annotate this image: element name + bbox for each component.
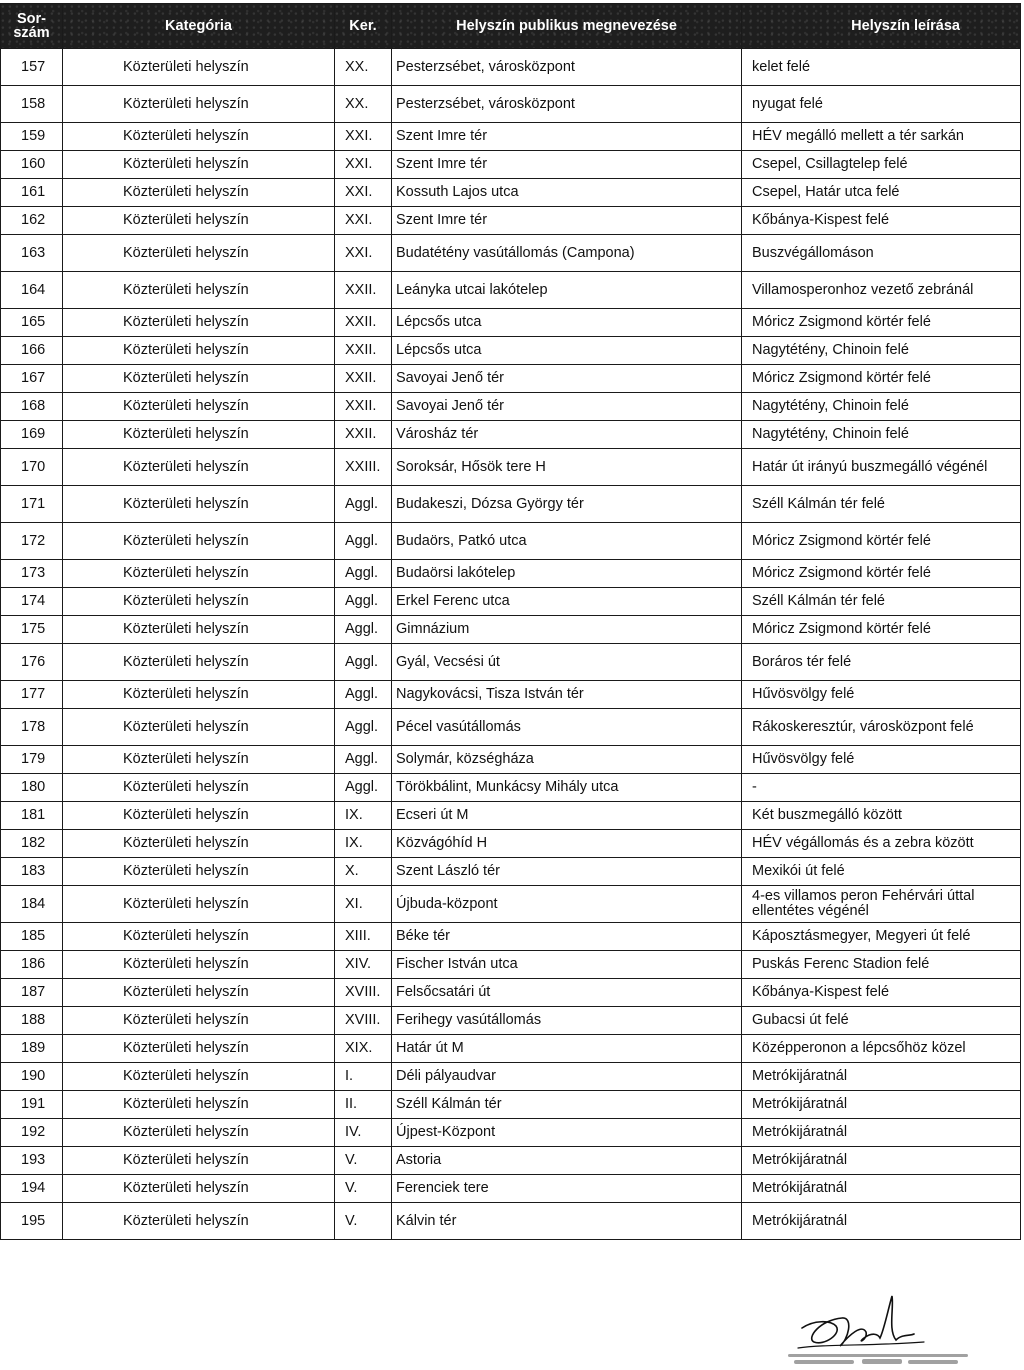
cell-public-name: Újpest-Központ bbox=[392, 1119, 742, 1147]
cell-description: Nagytétény, Chinoin felé bbox=[742, 393, 1021, 421]
cell-public-name: Pesterzsébet, városközpont bbox=[392, 49, 742, 86]
cell-number: 158 bbox=[1, 86, 63, 123]
header-description: Helyszín leírása bbox=[742, 4, 1021, 49]
cell-district: XI. bbox=[335, 886, 392, 923]
cell-category: Közterületi helyszín bbox=[63, 1119, 335, 1147]
table-row bbox=[1, 560, 1021, 588]
cell-public-name: Szent Imre tér bbox=[392, 151, 742, 179]
cell-number: 184 bbox=[1, 886, 63, 923]
cell-category: Közterületi helyszín bbox=[63, 1175, 335, 1203]
cell-number: 168 bbox=[1, 393, 63, 421]
cell-public-name: Ferihegy vasútállomás bbox=[392, 1007, 742, 1035]
table-row bbox=[1, 681, 1021, 709]
cell-number: 177 bbox=[1, 681, 63, 709]
header-number-line2: szám bbox=[13, 25, 50, 41]
cell-number: 162 bbox=[1, 207, 63, 235]
cell-district: XXI. bbox=[335, 151, 392, 179]
cell-description: Széll Kálmán tér felé bbox=[742, 486, 1021, 523]
table-row bbox=[1, 449, 1021, 486]
cell-category: Közterületi helyszín bbox=[63, 923, 335, 951]
cell-district: X. bbox=[335, 858, 392, 886]
cell-description: HÉV megálló mellett a tér sarkán bbox=[742, 123, 1021, 151]
cell-district: II. bbox=[335, 1091, 392, 1119]
cell-category: Közterületi helyszín bbox=[63, 616, 335, 644]
cell-number: 170 bbox=[1, 449, 63, 486]
cell-number: 163 bbox=[1, 235, 63, 272]
cell-public-name: Ferenciek tere bbox=[392, 1175, 742, 1203]
cell-number: 178 bbox=[1, 709, 63, 746]
table-row bbox=[1, 272, 1021, 309]
table-row bbox=[1, 616, 1021, 644]
cell-category: Közterületi helyszín bbox=[63, 681, 335, 709]
cell-category: Közterületi helyszín bbox=[63, 560, 335, 588]
cell-district: XXII. bbox=[335, 421, 392, 449]
cell-district: XXII. bbox=[335, 272, 392, 309]
cell-number: 167 bbox=[1, 365, 63, 393]
signature-stroke bbox=[802, 1296, 914, 1346]
cell-description: Középperonon a lépcsőhöz közel bbox=[742, 1035, 1021, 1063]
cell-description: Nagytétény, Chinoin felé bbox=[742, 337, 1021, 365]
cell-district: Aggl. bbox=[335, 709, 392, 746]
cell-district: I. bbox=[335, 1063, 392, 1091]
table-row bbox=[1, 421, 1021, 449]
table-row bbox=[1, 588, 1021, 616]
cell-public-name: Savoyai Jenő tér bbox=[392, 393, 742, 421]
cell-description: Káposztásmegyer, Megyeri út felé bbox=[742, 923, 1021, 951]
cell-public-name: Lépcsős utca bbox=[392, 309, 742, 337]
cell-description: Villamosperonhoz vezető zebránál bbox=[742, 272, 1021, 309]
cell-category: Közterületi helyszín bbox=[63, 1035, 335, 1063]
cell-number: 160 bbox=[1, 151, 63, 179]
cell-description: Két buszmegálló között bbox=[742, 802, 1021, 830]
cell-category: Közterületi helyszín bbox=[63, 207, 335, 235]
table-row bbox=[1, 774, 1021, 802]
cell-public-name: Budatétény vasútállomás (Campona) bbox=[392, 235, 742, 272]
cell-public-name: Ecseri út M bbox=[392, 802, 742, 830]
cell-public-name: Pécel vasútállomás bbox=[392, 709, 742, 746]
table-row bbox=[1, 1007, 1021, 1035]
cell-description: Határ út irányú buszmegálló végénél bbox=[742, 449, 1021, 486]
cell-district: XXII. bbox=[335, 337, 392, 365]
cell-public-name: Déli pályaudvar bbox=[392, 1063, 742, 1091]
cell-number: 186 bbox=[1, 951, 63, 979]
cell-public-name: Astoria bbox=[392, 1147, 742, 1175]
table-body bbox=[1, 49, 1021, 1240]
cell-description: Csepel, Határ utca felé bbox=[742, 179, 1021, 207]
cell-district: V. bbox=[335, 1203, 392, 1240]
cell-public-name: Erkel Ferenc utca bbox=[392, 588, 742, 616]
cell-public-name: Lépcsős utca bbox=[392, 337, 742, 365]
cell-category: Közterületi helyszín bbox=[63, 235, 335, 272]
table-header bbox=[1, 4, 1021, 49]
cell-number: 188 bbox=[1, 1007, 63, 1035]
table-row bbox=[1, 1175, 1021, 1203]
cell-public-name: Fischer István utca bbox=[392, 951, 742, 979]
cell-description: Metrókijáratnál bbox=[742, 1203, 1021, 1240]
table-row bbox=[1, 644, 1021, 681]
table-row bbox=[1, 858, 1021, 886]
cell-district: XXI. bbox=[335, 207, 392, 235]
cell-description: Nagytétény, Chinoin felé bbox=[742, 421, 1021, 449]
cell-district: XXII. bbox=[335, 309, 392, 337]
cell-category: Közterületi helyszín bbox=[63, 802, 335, 830]
cell-district: XXI. bbox=[335, 235, 392, 272]
table-row bbox=[1, 151, 1021, 179]
cell-number: 179 bbox=[1, 746, 63, 774]
header-number bbox=[1, 4, 63, 49]
cell-district: XXI. bbox=[335, 179, 392, 207]
table-row bbox=[1, 1035, 1021, 1063]
cell-public-name: Budakeszi, Dózsa György tér bbox=[392, 486, 742, 523]
cell-public-name: Pesterzsébet, városközpont bbox=[392, 86, 742, 123]
cell-public-name: Soroksár, Hősök tere H bbox=[392, 449, 742, 486]
cell-number: 185 bbox=[1, 923, 63, 951]
table-row bbox=[1, 393, 1021, 421]
cell-district: Aggl. bbox=[335, 560, 392, 588]
cell-category: Közterületi helyszín bbox=[63, 337, 335, 365]
cell-public-name: Béke tér bbox=[392, 923, 742, 951]
table-row bbox=[1, 951, 1021, 979]
cell-district: XIX. bbox=[335, 1035, 392, 1063]
cell-category: Közterületi helyszín bbox=[63, 449, 335, 486]
cell-category: Közterületi helyszín bbox=[63, 179, 335, 207]
cell-description: Gubacsi út felé bbox=[742, 1007, 1021, 1035]
cell-description: Móricz Zsigmond körtér felé bbox=[742, 365, 1021, 393]
cell-district: Aggl. bbox=[335, 588, 392, 616]
cell-public-name: Szent Imre tér bbox=[392, 207, 742, 235]
table-row bbox=[1, 1119, 1021, 1147]
cell-category: Közterületi helyszín bbox=[63, 588, 335, 616]
table-row bbox=[1, 337, 1021, 365]
cell-description: Metrókijáratnál bbox=[742, 1091, 1021, 1119]
cell-public-name: Felsőcsatári út bbox=[392, 979, 742, 1007]
cell-number: 161 bbox=[1, 179, 63, 207]
table-row bbox=[1, 523, 1021, 560]
cell-district: Aggl. bbox=[335, 681, 392, 709]
cell-number: 181 bbox=[1, 802, 63, 830]
table-row bbox=[1, 746, 1021, 774]
cell-number: 183 bbox=[1, 858, 63, 886]
cell-public-name: Nagykovácsi, Tisza István tér bbox=[392, 681, 742, 709]
cell-description: Metrókijáratnál bbox=[742, 1175, 1021, 1203]
cell-public-name: Gimnázium bbox=[392, 616, 742, 644]
cell-number: 165 bbox=[1, 309, 63, 337]
header-public-name: Helyszín publikus megnevezése bbox=[392, 4, 742, 49]
table-row bbox=[1, 979, 1021, 1007]
cell-category: Közterületi helyszín bbox=[63, 886, 335, 923]
cell-category: Közterületi helyszín bbox=[63, 1007, 335, 1035]
cell-description: Buszvégállomáson bbox=[742, 235, 1021, 272]
cell-number: 192 bbox=[1, 1119, 63, 1147]
cell-district: XVIII. bbox=[335, 979, 392, 1007]
cell-description: kelet felé bbox=[742, 49, 1021, 86]
cell-description: Metrókijáratnál bbox=[742, 1119, 1021, 1147]
cell-public-name: Határ út M bbox=[392, 1035, 742, 1063]
cell-number: 175 bbox=[1, 616, 63, 644]
cell-number: 190 bbox=[1, 1063, 63, 1091]
cell-number: 189 bbox=[1, 1035, 63, 1063]
cell-category: Közterületi helyszín bbox=[63, 365, 335, 393]
cell-category: Közterületi helyszín bbox=[63, 123, 335, 151]
cell-description: Kőbánya-Kispest felé bbox=[742, 207, 1021, 235]
header-number-line1: Sor- bbox=[17, 11, 46, 27]
cell-number: 182 bbox=[1, 830, 63, 858]
cell-district: Aggl. bbox=[335, 616, 392, 644]
cell-public-name: Közvágóhíd H bbox=[392, 830, 742, 858]
cell-description: - bbox=[742, 774, 1021, 802]
cell-category: Közterületi helyszín bbox=[63, 86, 335, 123]
cell-public-name: Törökbálint, Munkácsy Mihály utca bbox=[392, 774, 742, 802]
cell-category: Közterületi helyszín bbox=[63, 49, 335, 86]
cell-description: Boráros tér felé bbox=[742, 644, 1021, 681]
cell-public-name: Újbuda-központ bbox=[392, 886, 742, 923]
cell-description: HÉV végállomás és a zebra között bbox=[742, 830, 1021, 858]
cell-number: 180 bbox=[1, 774, 63, 802]
cell-category: Közterületi helyszín bbox=[63, 951, 335, 979]
cell-description: Csepel, Csillagtelep felé bbox=[742, 151, 1021, 179]
cell-public-name: Budaörsi lakótelep bbox=[392, 560, 742, 588]
cell-description: Rákoskeresztúr, városközpont felé bbox=[742, 709, 1021, 746]
cell-category: Közterületi helyszín bbox=[63, 272, 335, 309]
cell-district: XX. bbox=[335, 49, 392, 86]
table-row bbox=[1, 309, 1021, 337]
table-row bbox=[1, 235, 1021, 272]
stamp-smudge bbox=[788, 1354, 968, 1364]
cell-description: Móricz Zsigmond körtér felé bbox=[742, 523, 1021, 560]
table-row bbox=[1, 1203, 1021, 1240]
table-row bbox=[1, 886, 1021, 923]
cell-district: XIII. bbox=[335, 923, 392, 951]
cell-category: Közterületi helyszín bbox=[63, 1063, 335, 1091]
cell-category: Közterületi helyszín bbox=[63, 1091, 335, 1119]
cell-district: IX. bbox=[335, 802, 392, 830]
table-row bbox=[1, 830, 1021, 858]
cell-category: Közterületi helyszín bbox=[63, 774, 335, 802]
cell-description: Hűvösvölgy felé bbox=[742, 681, 1021, 709]
cell-public-name: Solymár, községháza bbox=[392, 746, 742, 774]
cell-number: 173 bbox=[1, 560, 63, 588]
table-row bbox=[1, 49, 1021, 86]
table-row bbox=[1, 86, 1021, 123]
header-row bbox=[1, 4, 1021, 49]
cell-number: 171 bbox=[1, 486, 63, 523]
table-row bbox=[1, 1091, 1021, 1119]
cell-number: 191 bbox=[1, 1091, 63, 1119]
cell-district: IX. bbox=[335, 830, 392, 858]
cell-description: nyugat felé bbox=[742, 86, 1021, 123]
cell-category: Közterületi helyszín bbox=[63, 644, 335, 681]
cell-description: Móricz Zsigmond körtér felé bbox=[742, 560, 1021, 588]
cell-number: 157 bbox=[1, 49, 63, 86]
cell-category: Közterületi helyszín bbox=[63, 830, 335, 858]
cell-description: Metrókijáratnál bbox=[742, 1147, 1021, 1175]
cell-number: 193 bbox=[1, 1147, 63, 1175]
table-row bbox=[1, 1147, 1021, 1175]
cell-district: IV. bbox=[335, 1119, 392, 1147]
cell-district: XIV. bbox=[335, 951, 392, 979]
cell-description: Móricz Zsigmond körtér felé bbox=[742, 616, 1021, 644]
cell-category: Közterületi helyszín bbox=[63, 523, 335, 560]
cell-description: Széll Kálmán tér felé bbox=[742, 588, 1021, 616]
cell-number: 169 bbox=[1, 421, 63, 449]
cell-description: Puskás Ferenc Stadion felé bbox=[742, 951, 1021, 979]
cell-district: XXI. bbox=[335, 123, 392, 151]
table-row bbox=[1, 923, 1021, 951]
cell-description: Móricz Zsigmond körtér felé bbox=[742, 309, 1021, 337]
cell-public-name: Szent László tér bbox=[392, 858, 742, 886]
cell-district: Aggl. bbox=[335, 486, 392, 523]
table-row bbox=[1, 486, 1021, 523]
table-row bbox=[1, 802, 1021, 830]
cell-district: V. bbox=[335, 1147, 392, 1175]
cell-public-name: Széll Kálmán tér bbox=[392, 1091, 742, 1119]
cell-number: 194 bbox=[1, 1175, 63, 1203]
cell-category: Közterületi helyszín bbox=[63, 1147, 335, 1175]
header-category: Kategória bbox=[63, 4, 335, 49]
cell-description: Metrókijáratnál bbox=[742, 1063, 1021, 1091]
cell-category: Közterületi helyszín bbox=[63, 393, 335, 421]
cell-public-name: Savoyai Jenő tér bbox=[392, 365, 742, 393]
cell-category: Közterületi helyszín bbox=[63, 858, 335, 886]
cell-description: Mexikói út felé bbox=[742, 858, 1021, 886]
cell-description: 4-es villamos peron Fehérvári úttal ellentétes végénél bbox=[742, 886, 1021, 923]
cell-number: 159 bbox=[1, 123, 63, 151]
cell-district: XXII. bbox=[335, 393, 392, 421]
header-district: Ker. bbox=[335, 4, 392, 49]
table-row bbox=[1, 1063, 1021, 1091]
table-row bbox=[1, 207, 1021, 235]
cell-district: Aggl. bbox=[335, 523, 392, 560]
cell-district: XX. bbox=[335, 86, 392, 123]
cell-number: 195 bbox=[1, 1203, 63, 1240]
cell-district: Aggl. bbox=[335, 644, 392, 681]
cell-public-name: Budaörs, Patkó utca bbox=[392, 523, 742, 560]
cell-description: Hűvösvölgy felé bbox=[742, 746, 1021, 774]
cell-category: Közterületi helyszín bbox=[63, 151, 335, 179]
table-row bbox=[1, 709, 1021, 746]
cell-public-name: Városház tér bbox=[392, 421, 742, 449]
cell-category: Közterületi helyszín bbox=[63, 486, 335, 523]
cell-district: XXII. bbox=[335, 365, 392, 393]
cell-description: Kőbánya-Kispest felé bbox=[742, 979, 1021, 1007]
cell-district: V. bbox=[335, 1175, 392, 1203]
cell-number: 174 bbox=[1, 588, 63, 616]
table-row bbox=[1, 179, 1021, 207]
cell-category: Közterületi helyszín bbox=[63, 979, 335, 1007]
cell-number: 176 bbox=[1, 644, 63, 681]
cell-district: XXIII. bbox=[335, 449, 392, 486]
signature-stamp bbox=[784, 1290, 984, 1368]
cell-category: Közterületi helyszín bbox=[63, 421, 335, 449]
cell-public-name: Kossuth Lajos utca bbox=[392, 179, 742, 207]
cell-number: 164 bbox=[1, 272, 63, 309]
cell-public-name: Szent Imre tér bbox=[392, 123, 742, 151]
cell-district: Aggl. bbox=[335, 774, 392, 802]
cell-number: 172 bbox=[1, 523, 63, 560]
locations-table bbox=[0, 3, 1021, 1240]
cell-district: Aggl. bbox=[335, 746, 392, 774]
cell-category: Közterületi helyszín bbox=[63, 746, 335, 774]
cell-public-name: Gyál, Vecsési út bbox=[392, 644, 742, 681]
cell-public-name: Kálvin tér bbox=[392, 1203, 742, 1240]
table-row bbox=[1, 365, 1021, 393]
cell-district: XVIII. bbox=[335, 1007, 392, 1035]
cell-category: Közterületi helyszín bbox=[63, 309, 335, 337]
cell-public-name: Leányka utcai lakótelep bbox=[392, 272, 742, 309]
table-row bbox=[1, 123, 1021, 151]
cell-category: Közterületi helyszín bbox=[63, 709, 335, 746]
cell-number: 166 bbox=[1, 337, 63, 365]
cell-category: Közterületi helyszín bbox=[63, 1203, 335, 1240]
cell-number: 187 bbox=[1, 979, 63, 1007]
